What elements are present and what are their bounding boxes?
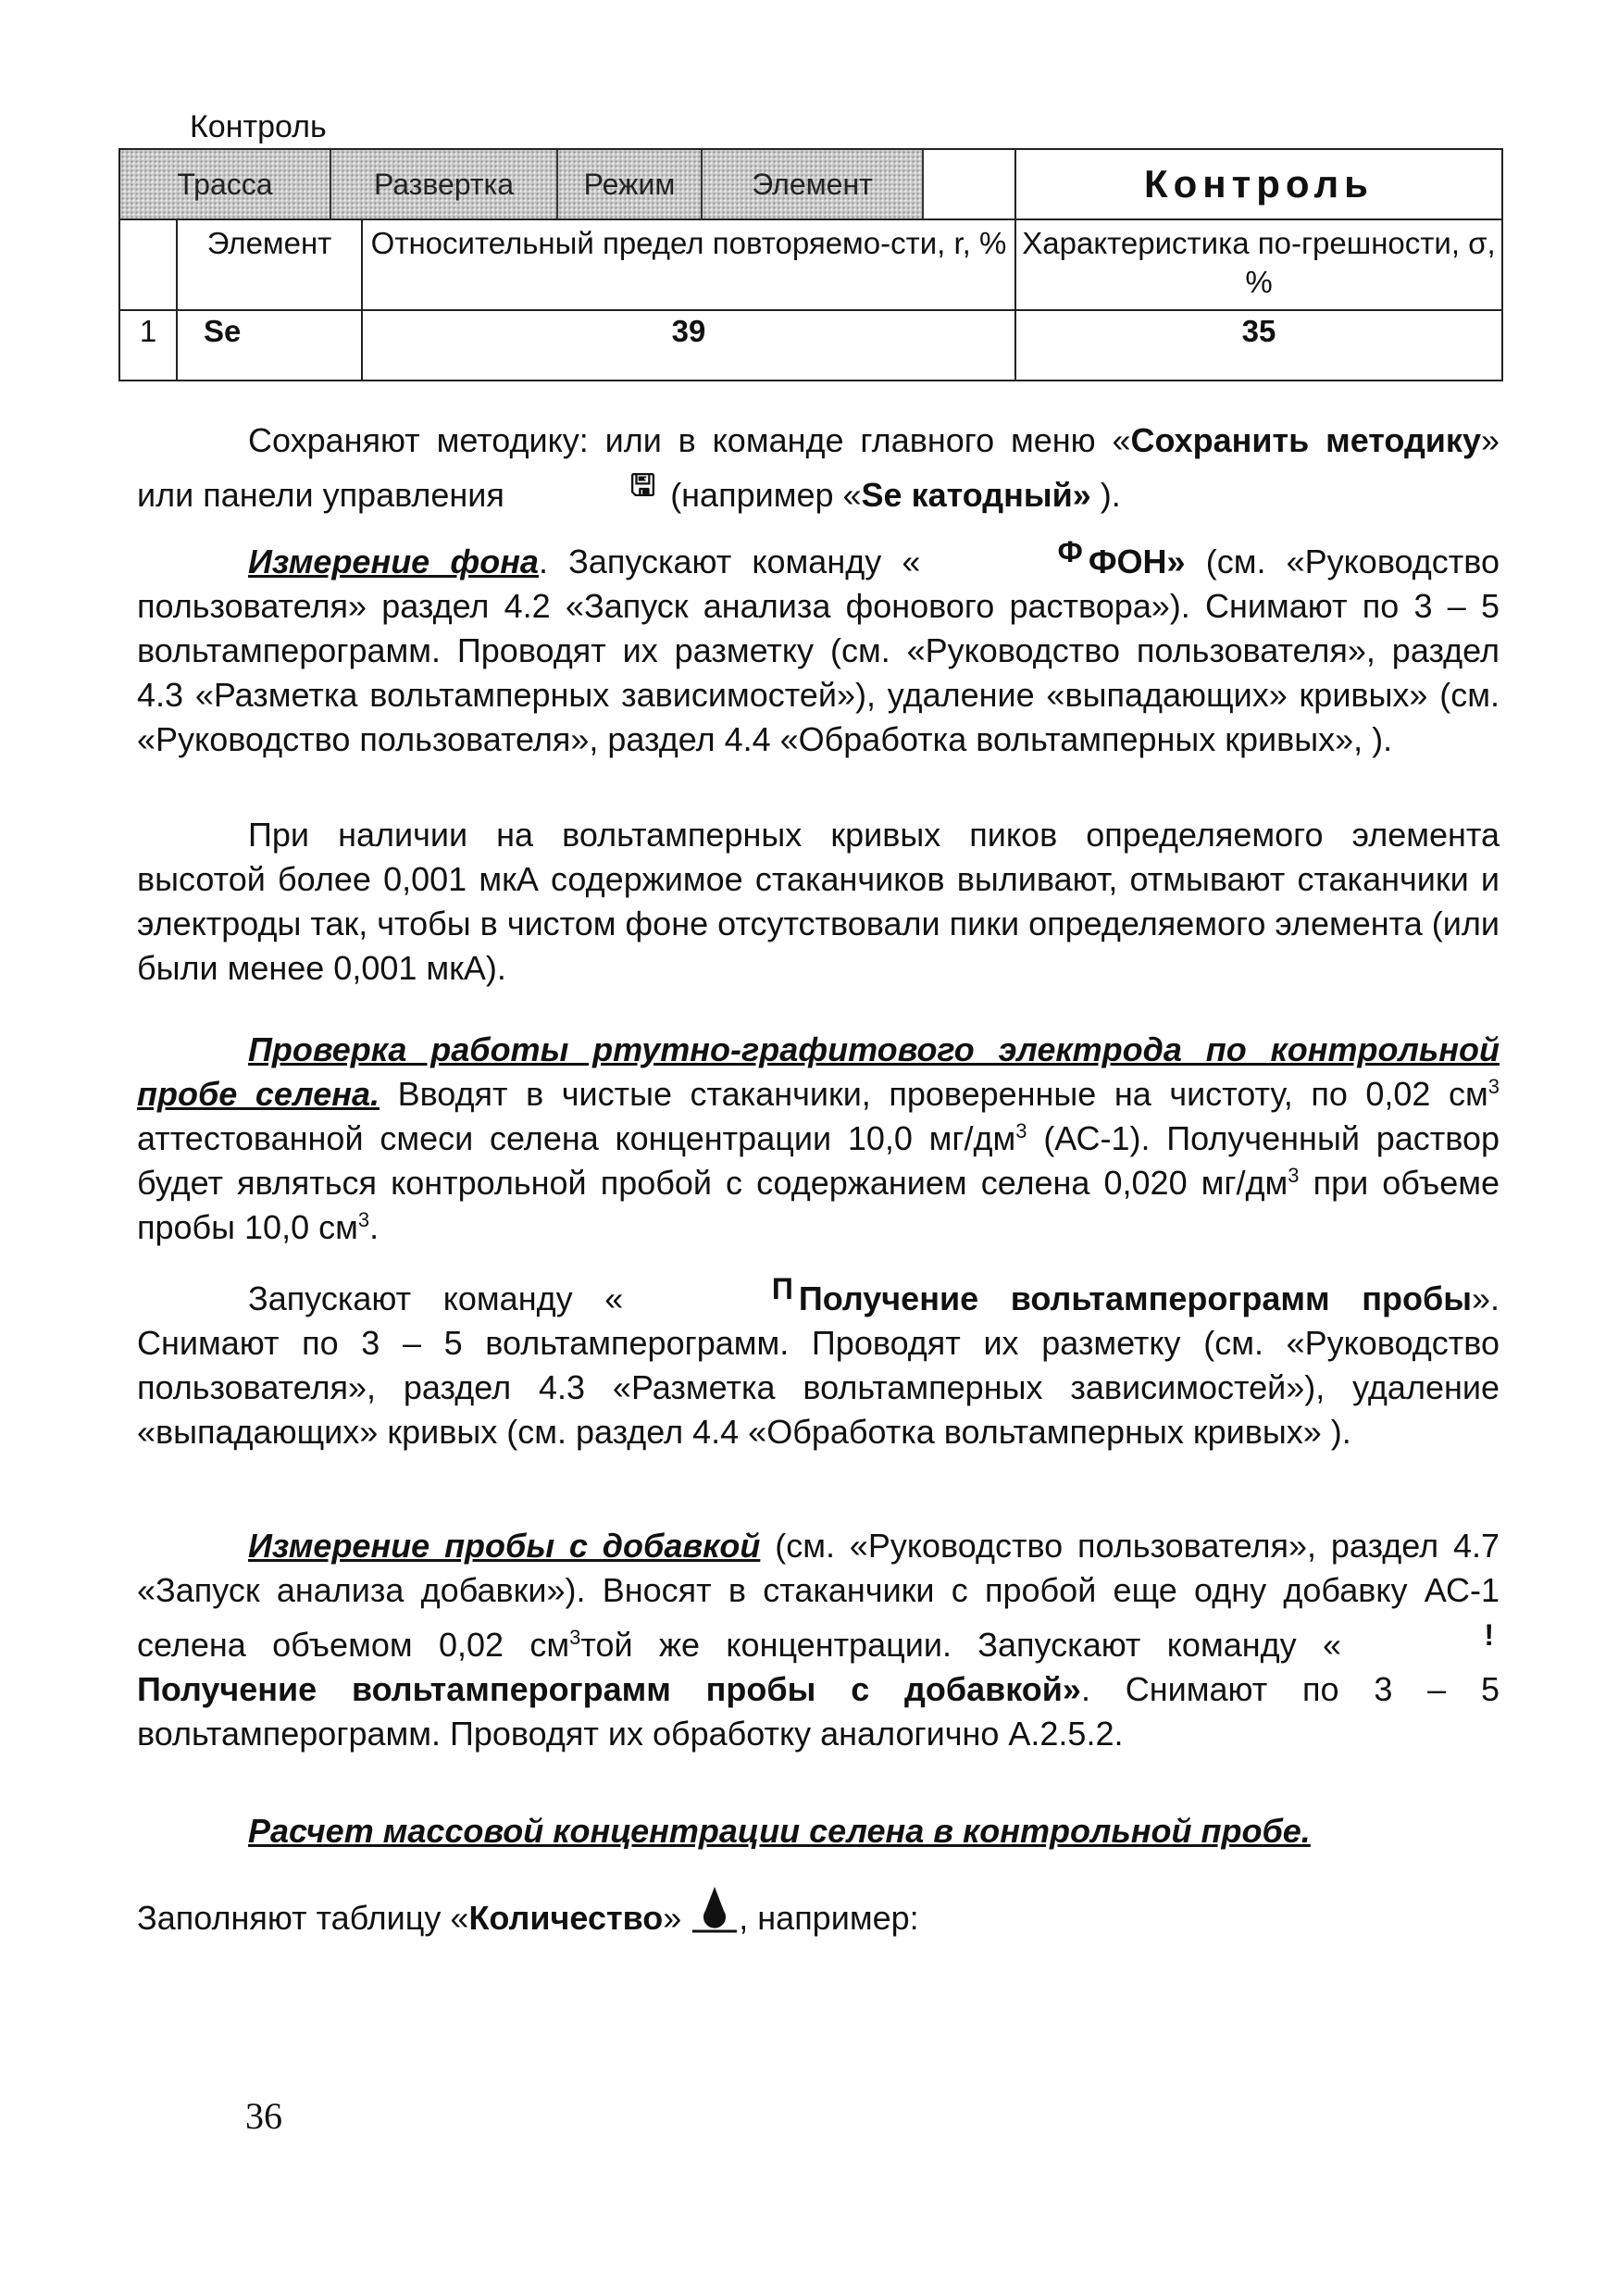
paragraph-calculation-title: [137, 1809, 1500, 1853]
header-repeatability: Относительный предел повторяемо-сти, r, %: [362, 219, 1015, 310]
addition-command-icon[interactable]: !: [1484, 1618, 1494, 1652]
row-error: 35: [1015, 310, 1502, 381]
paragraph-sample-voltammograms: Запускают команду « П Получение вольтамперограмм пробы». Снимают по 3 – 5 вольтамперограмм. Проводят их разметку (см. «Руководство пользователя», раздел 4.3 «Разметка вольтамперных зависимостей»), удаление «выпадающих» кривых (см. раздел 4.4 «Обработка вольтамперных кривых» ).: [137, 1267, 1500, 1454]
row-repeatability: 39: [362, 310, 1015, 381]
paragraph-peaks-check: При наличии на вольтамперных кривых пиков определяемого элемента высотой более 0,001 мкА содержимое стаканчиков выливают, отмывают стаканчики и электроды так, чтобы в чистом фоне отсутствовали пики определяемого элемента (или были менее 0,001 мкА).: [137, 816, 1500, 987]
row-number: 1: [119, 310, 177, 381]
save-icon[interactable]: 🖫: [629, 468, 656, 502]
sample-command-icon[interactable]: П: [771, 1272, 793, 1305]
table-row: [119, 310, 1502, 381]
quantity-icon[interactable]: [691, 1883, 739, 1935]
table-caption: Контроль: [190, 109, 327, 144]
tab-razvertka[interactable]: Развертка: [331, 150, 558, 218]
paragraph-background-measurement: Измерение фона. Запускают команду « Ф ФОН» (см. «Руководство пользователя» раздел 4.2 «Запуск анализа фонового раствора»). Снимают по 3 – 5 вольтамперограмм. Проводят их разметку (см. «Руководство пользователя», раздел 4.3 «Разметка вольтамперных зависимостей»), удаление «выпадающих» кривых» (см. «Руководство пользователя», раздел 4.4 «Обработка вольтамперных кривых», ).: [137, 530, 1500, 762]
tab-trassa[interactable]: Трасса: [120, 150, 331, 218]
control-panel-title: Контроль: [1015, 149, 1502, 219]
page-number: 36: [245, 2095, 282, 2137]
paragraph-sample-with-addition: Измерение пробы с добавкой (см. «Руководство пользователя», раздел 4.7 «Запуск анализа добавки»). Вносят в стаканчики с пробой еще одну добавку АС-1 селена объемом 0,02 $см^3той$ же концентрации. Запускают команду « !Получение вольтамперограмм пробы с добавкой». Снимают по 3 – 5 вольтамперограмм. Проводят их обработку аналогично А.2.5.2.: [137, 1527, 1500, 1753]
tab-element[interactable]: Элемент: [703, 150, 924, 218]
section-title-addition: Измерение пробы с добавкой: [248, 1527, 761, 1565]
paragraph-quantity-table: Заполняют таблицу «Количество» , например:: [137, 1883, 1500, 1940]
tab-rezhim[interactable]: Режим: [558, 150, 703, 218]
header-error: Характеристика по-грешности, σ, %: [1015, 219, 1502, 310]
row-element: Se: [177, 310, 362, 381]
header-num: [119, 219, 177, 310]
section-title-background: Измерение фона: [248, 543, 539, 580]
section-title-electrode-check: Проверка работы ртутно-графитового электрода по контрольной пробе селена.: [137, 1030, 1500, 1113]
background-command-icon[interactable]: Ф: [1057, 535, 1083, 568]
header-element: Элемент: [177, 219, 362, 310]
paragraph-save-method: Сохраняют методику: или в команде главного меню «Сохранить методику» или панели управления 🖫 (например «Se катодный» ).: [137, 421, 1500, 514]
paragraph-electrode-check: Проверка работы ртутно-графитового электрода по контрольной пробе селена. Вводят в чистые стаканчики, проверенные на чистоту, по 0,02 $см^3$ аттестованной смеси селена концентрации 10,0 $мг/дм^3$ (АС-1). Полученный раствор будет являться контрольной пробой с содержанием селена 0,020 $мг/дм^3$ при объеме пробы 10,0 $см^3$.: [137, 1030, 1500, 1246]
tab-bar: [119, 149, 1015, 219]
control-table: [118, 148, 1503, 381]
section-title-calculation: Расчет массовой концентрации селена в контрольной пробе.: [248, 1812, 1311, 1850]
